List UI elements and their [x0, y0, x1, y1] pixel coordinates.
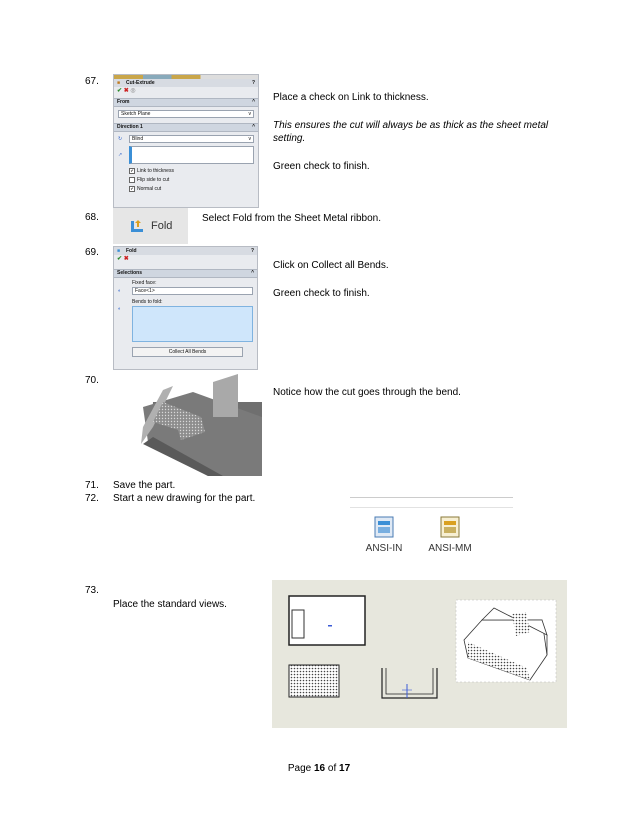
- drawing-template-icon: [374, 516, 394, 538]
- flip-side-row[interactable]: [118, 177, 254, 183]
- footer-of: of: [325, 763, 340, 774]
- cut-extrude-panel: [113, 74, 259, 208]
- panel-title: Fold: [126, 248, 137, 254]
- from-label: From: [117, 99, 130, 105]
- chevron-down-icon: v: [248, 111, 251, 117]
- step-70-text: Notice how the cut goes through the bend.: [273, 387, 461, 398]
- cut-extrude-icon: ■: [117, 80, 121, 86]
- page-total: 17: [339, 763, 351, 774]
- template-ansi-in[interactable]: [364, 516, 404, 554]
- direction-section-body: [114, 132, 258, 195]
- detail-preview-icon[interactable]: ◎: [130, 88, 136, 94]
- folded-part-illustration: [113, 372, 262, 476]
- step-69-text-1: Click on Collect all Bends.: [273, 260, 389, 271]
- fixed-face-field[interactable]: [132, 287, 253, 295]
- template-ansi-mm-label: ANSI-MM: [428, 543, 472, 554]
- from-section-header[interactable]: [114, 98, 258, 107]
- drawing-template-icon: [440, 516, 460, 538]
- standard-views-illustration: [272, 580, 567, 728]
- cancel-x-icon[interactable]: ✖: [123, 88, 129, 94]
- step-67-text-2: This ensures the cut will always be as thick as the sheet metal setting.: [273, 120, 549, 144]
- action-row: [114, 255, 257, 264]
- action-row: [114, 87, 258, 96]
- step-number-68: 68.: [85, 212, 99, 223]
- divider: [350, 497, 513, 498]
- template-ansi-mm[interactable]: [425, 516, 475, 554]
- from-section-body: [114, 107, 258, 121]
- ok-check-icon[interactable]: ✔: [117, 88, 123, 94]
- ok-check-icon[interactable]: ✔: [117, 256, 123, 262]
- template-ansi-in-label: ANSI-IN: [365, 543, 403, 554]
- help-icon[interactable]: ?: [251, 80, 255, 86]
- step-67-text-1: Place a check on Link to thickness.: [273, 92, 429, 103]
- link-thickness-checkbox[interactable]: ✔: [130, 168, 134, 173]
- page-footer: [0, 763, 638, 774]
- direction-section-header[interactable]: [114, 123, 258, 132]
- normal-cut-row[interactable]: [118, 186, 254, 192]
- bends-to-fold-list[interactable]: [132, 306, 253, 342]
- reverse-direction-icon[interactable]: ↻: [118, 136, 123, 142]
- fold-icon: ■: [117, 248, 121, 254]
- bends-icon: ◐: [118, 306, 122, 312]
- collect-all-bends-button[interactable]: Collect All Bends: [132, 347, 243, 357]
- end-condition-select[interactable]: [129, 135, 254, 143]
- panel-title: Cut-Extrude: [126, 80, 155, 86]
- step-68-text: Select Fold from the Sheet Metal ribbon.: [202, 213, 381, 224]
- panel-header: [114, 247, 257, 255]
- step-number-67: 67.: [85, 76, 99, 87]
- step-number-69: 69.: [85, 247, 99, 258]
- step-67-text-3: Green check to finish.: [273, 161, 370, 172]
- selections-section-header[interactable]: [114, 269, 257, 278]
- chevron-down-icon: v: [248, 136, 251, 142]
- fixed-face-label: Fixed face:: [132, 280, 157, 286]
- step-73-text: Place the standard views.: [113, 599, 227, 610]
- step-72-text: Start a new drawing for the part.: [113, 493, 256, 504]
- fold-ribbon-button[interactable]: [113, 208, 188, 244]
- collapse-icon[interactable]: ^: [251, 270, 254, 276]
- from-select-value: Sketch Plane: [121, 111, 151, 117]
- bends-label: Bends to fold:: [132, 299, 163, 305]
- selections-body: [114, 278, 257, 359]
- normal-cut-label: Normal cut: [137, 186, 162, 192]
- link-thickness-label: Link to thickness: [137, 168, 174, 174]
- normal-cut-checkbox[interactable]: ✔: [130, 186, 134, 191]
- step-number-72: 72.: [85, 493, 99, 504]
- collapse-icon[interactable]: ^: [252, 124, 255, 130]
- footer-prefix: Page: [287, 763, 314, 774]
- step-number-73: 73.: [85, 585, 99, 596]
- selections-label: Selections: [117, 270, 143, 276]
- flip-side-checkbox[interactable]: [129, 177, 135, 183]
- step-number-71: 71.: [85, 480, 99, 491]
- step-71-text: Save the part.: [113, 480, 176, 491]
- cancel-x-icon[interactable]: ✖: [123, 256, 129, 262]
- direction-label: Direction 1: [117, 124, 143, 130]
- template-selector: [350, 494, 513, 559]
- divider: [350, 507, 513, 508]
- folded-part-image: [113, 372, 262, 476]
- fold-icon: [129, 218, 145, 234]
- step-number-70: 70.: [85, 375, 99, 386]
- link-thickness-row[interactable]: [118, 168, 254, 174]
- direction-reference-box[interactable]: [129, 146, 254, 164]
- fold-panel: [113, 246, 258, 370]
- step-69-text-2: Green check to finish.: [273, 288, 370, 299]
- end-condition-value: Blind: [132, 136, 144, 142]
- drawing-sheet: [272, 580, 567, 728]
- fold-button-label: Fold: [151, 220, 173, 232]
- fixed-face-value: Face<1>: [135, 288, 155, 294]
- flip-side-label: Flip side to cut: [137, 177, 170, 183]
- direction-arrow-icon: ↗: [118, 152, 123, 158]
- collapse-icon[interactable]: ^: [252, 99, 255, 105]
- panel-header: [114, 79, 258, 87]
- fixed-face-icon: ◐: [118, 288, 122, 294]
- page-number: 16: [313, 763, 326, 774]
- help-icon[interactable]: ?: [250, 248, 254, 254]
- from-select[interactable]: [118, 110, 254, 118]
